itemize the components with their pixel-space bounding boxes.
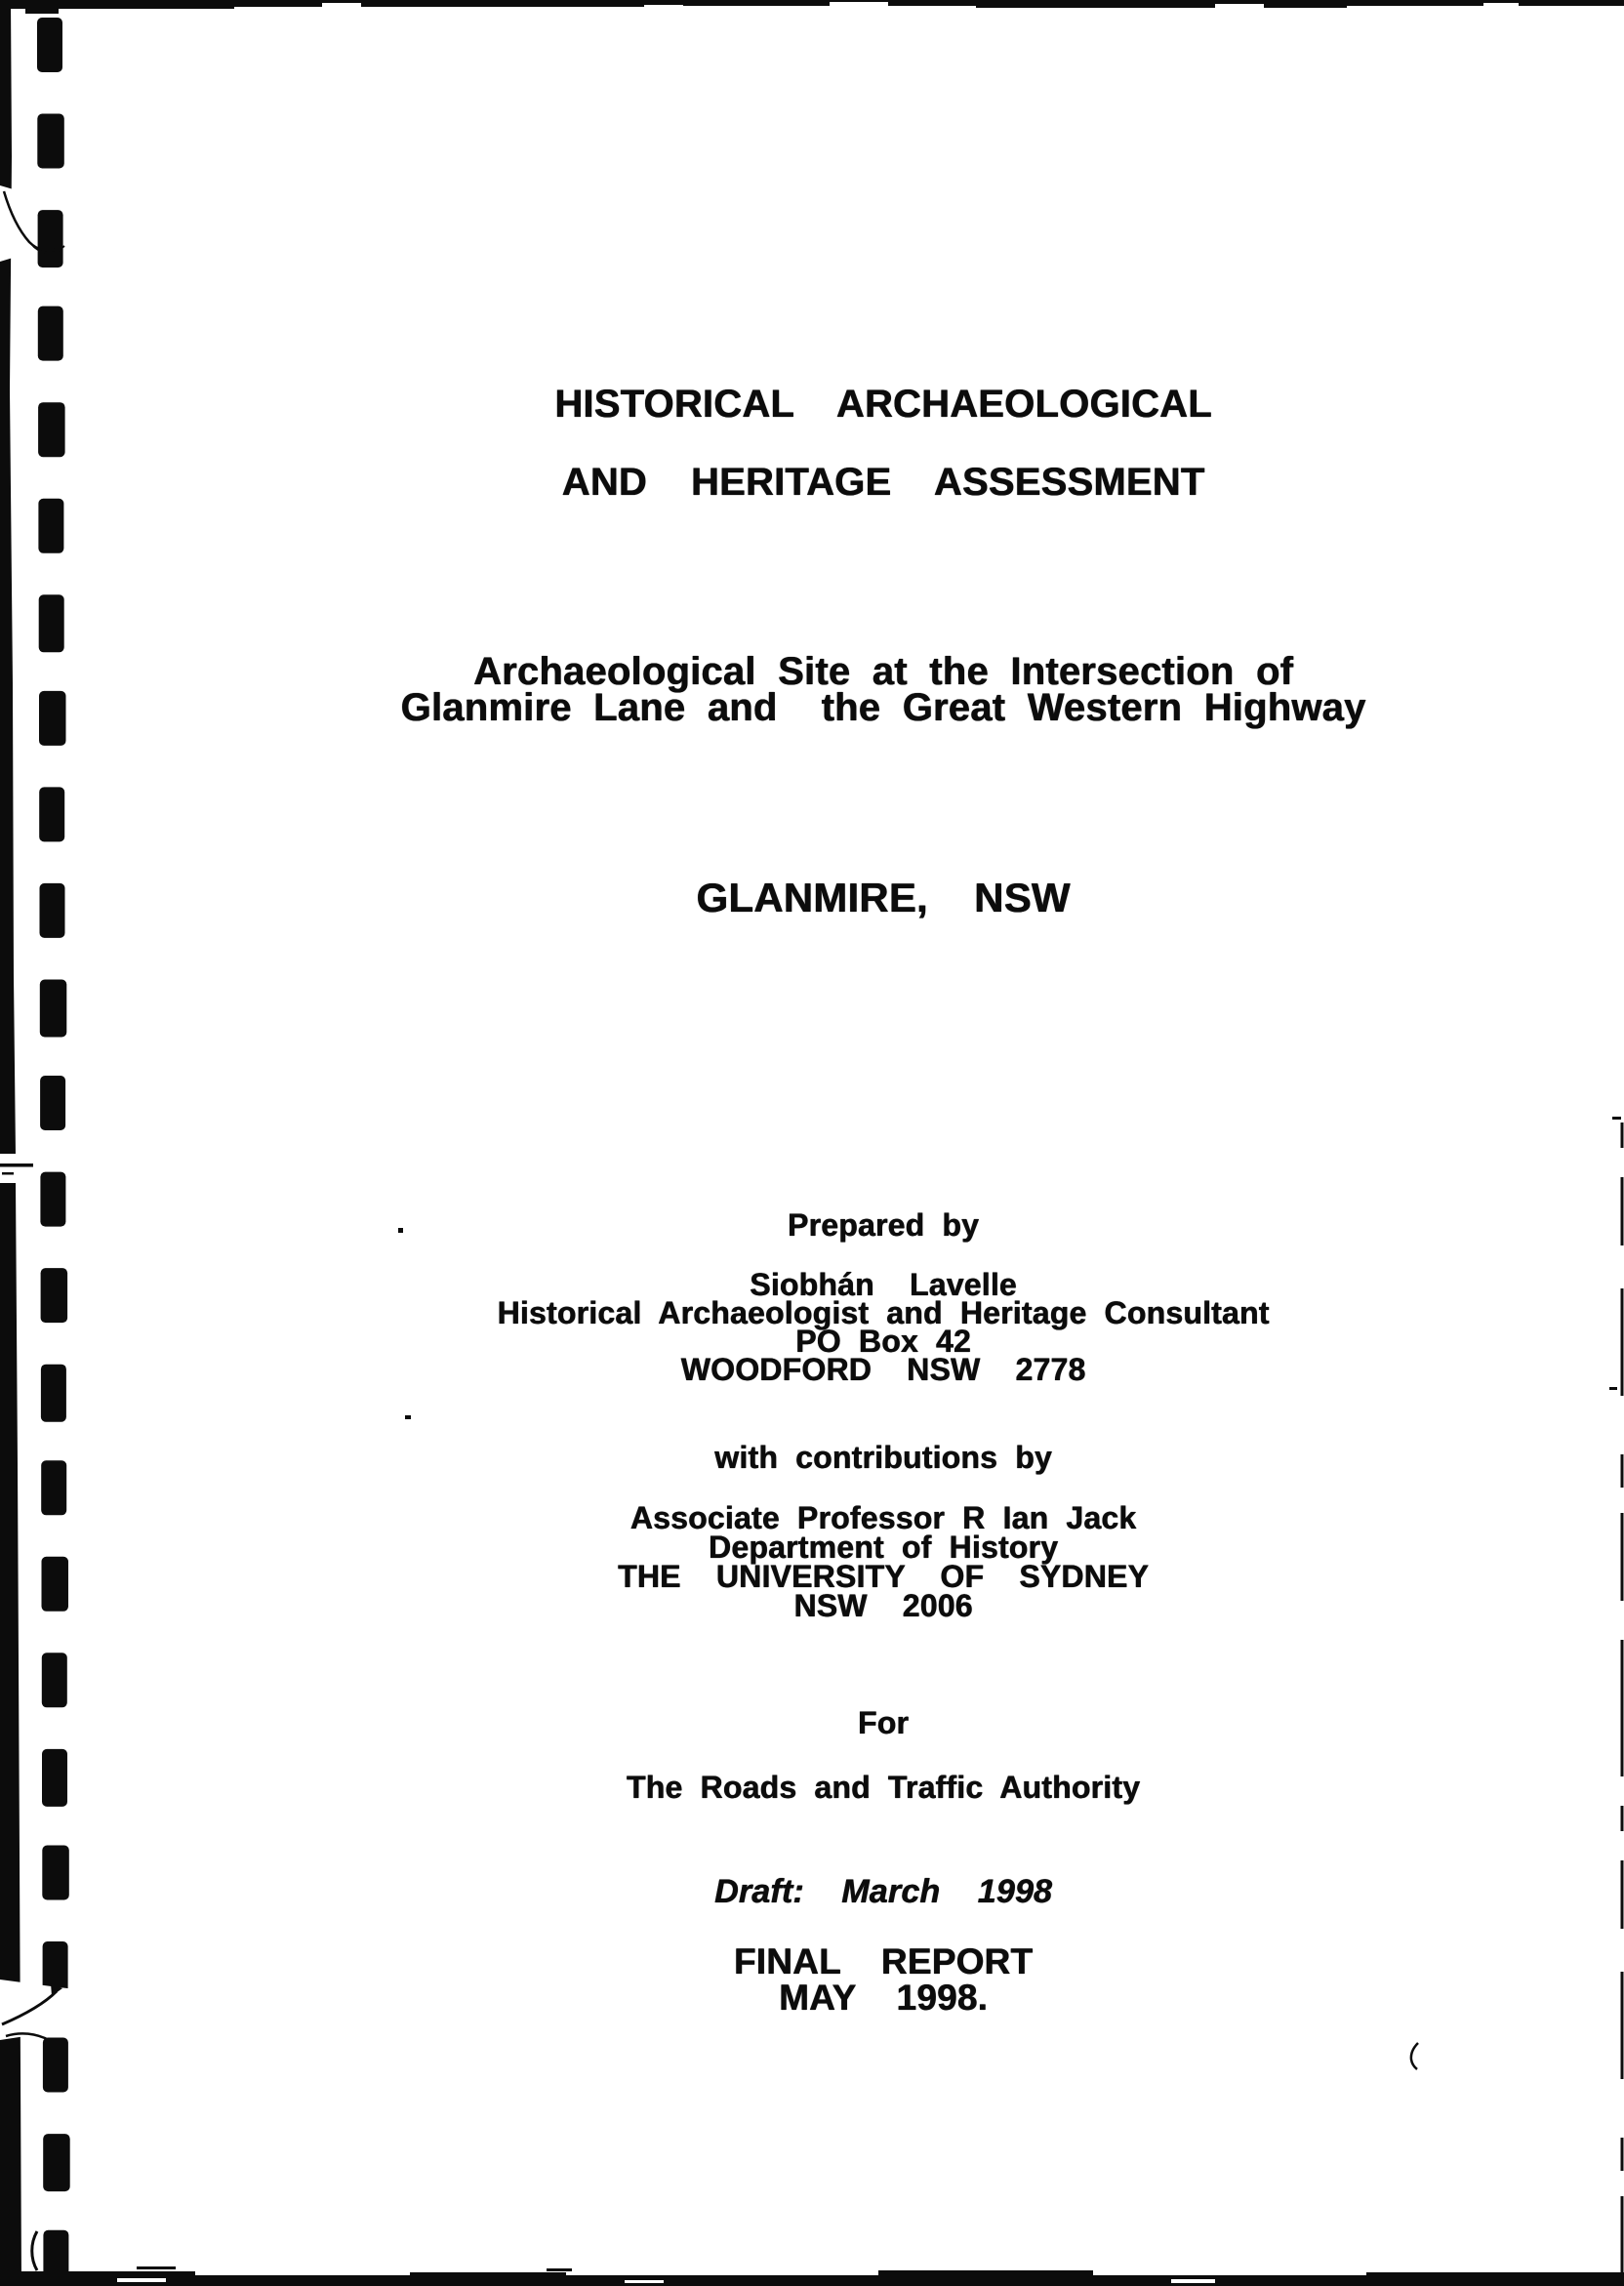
binding-hole bbox=[40, 1172, 65, 1227]
author-address-line1: PO Box 42 bbox=[795, 1324, 971, 1359]
location-heading: GLANMIRE, NSW bbox=[696, 875, 1071, 920]
report-status-line1: FINAL REPORT bbox=[733, 1941, 1034, 1981]
report-title-line2: AND HERITAGE ASSESSMENT bbox=[561, 461, 1205, 504]
scan-artifact-bottom-squiggle bbox=[32, 2231, 37, 2270]
binding-hole bbox=[39, 691, 66, 746]
scan-artifact-mid-break bbox=[0, 1154, 33, 1183]
binding-hole bbox=[41, 1365, 66, 1422]
binding-hole bbox=[41, 1460, 66, 1515]
for-label: For bbox=[857, 1705, 910, 1740]
scan-edge-left bbox=[0, 0, 21, 2286]
subtitle-line1: Archaeological Site at the Intersection of bbox=[472, 650, 1294, 693]
binding-hole bbox=[41, 1268, 68, 1323]
binding-hole bbox=[39, 594, 64, 652]
contributor-name: Associate Professor R Ian Jack bbox=[629, 1500, 1137, 1535]
client-name: The Roads and Traffic Authority bbox=[626, 1770, 1141, 1805]
prepared-by-label: Prepared by bbox=[787, 1207, 980, 1243]
binding-hole bbox=[38, 210, 63, 267]
contributor-address: NSW 2006 bbox=[793, 1588, 973, 1623]
title-page-content bbox=[142, 0, 1624, 2286]
binding-hole bbox=[42, 1846, 69, 1900]
binding-hole bbox=[42, 1749, 67, 1807]
binding-hole bbox=[40, 883, 65, 938]
contributor-institution: THE UNIVERSITY OF SYDNEY bbox=[618, 1559, 1149, 1594]
binding-hole bbox=[42, 1557, 69, 1612]
report-title-line1: HISTORICAL ARCHAEOLOGICAL bbox=[554, 383, 1212, 426]
binding-hole bbox=[37, 114, 64, 169]
author-name: Siobhán Lavelle bbox=[750, 1267, 1017, 1302]
binding-hole bbox=[38, 306, 63, 361]
binding-hole bbox=[39, 787, 64, 841]
binding-hole bbox=[37, 18, 62, 72]
subtitle-line2: Glanmire Lane and the Great Western Highway bbox=[400, 686, 1366, 729]
draft-note: Draft: March 1998 bbox=[713, 1873, 1053, 1910]
binding-hole bbox=[43, 2038, 68, 2093]
binding-hole bbox=[40, 1076, 65, 1130]
author-role: Historical Archaeologist and Heritage Consultant bbox=[497, 1295, 1270, 1330]
binding-hole bbox=[38, 499, 63, 553]
binding-hole bbox=[43, 2230, 68, 2285]
report-status-line2: MAY 1998. bbox=[778, 1978, 989, 2018]
contributor-department: Department of History bbox=[708, 1530, 1059, 1565]
author-address-line2: WOODFORD NSW 2778 bbox=[680, 1352, 1086, 1387]
contributions-label: with contributions by bbox=[714, 1440, 1052, 1475]
binding-holes bbox=[37, 18, 70, 2285]
binding-hole bbox=[42, 1653, 67, 1707]
binding-hole bbox=[40, 980, 67, 1038]
binding-hole bbox=[38, 402, 65, 457]
binding-hole bbox=[43, 2134, 69, 2191]
